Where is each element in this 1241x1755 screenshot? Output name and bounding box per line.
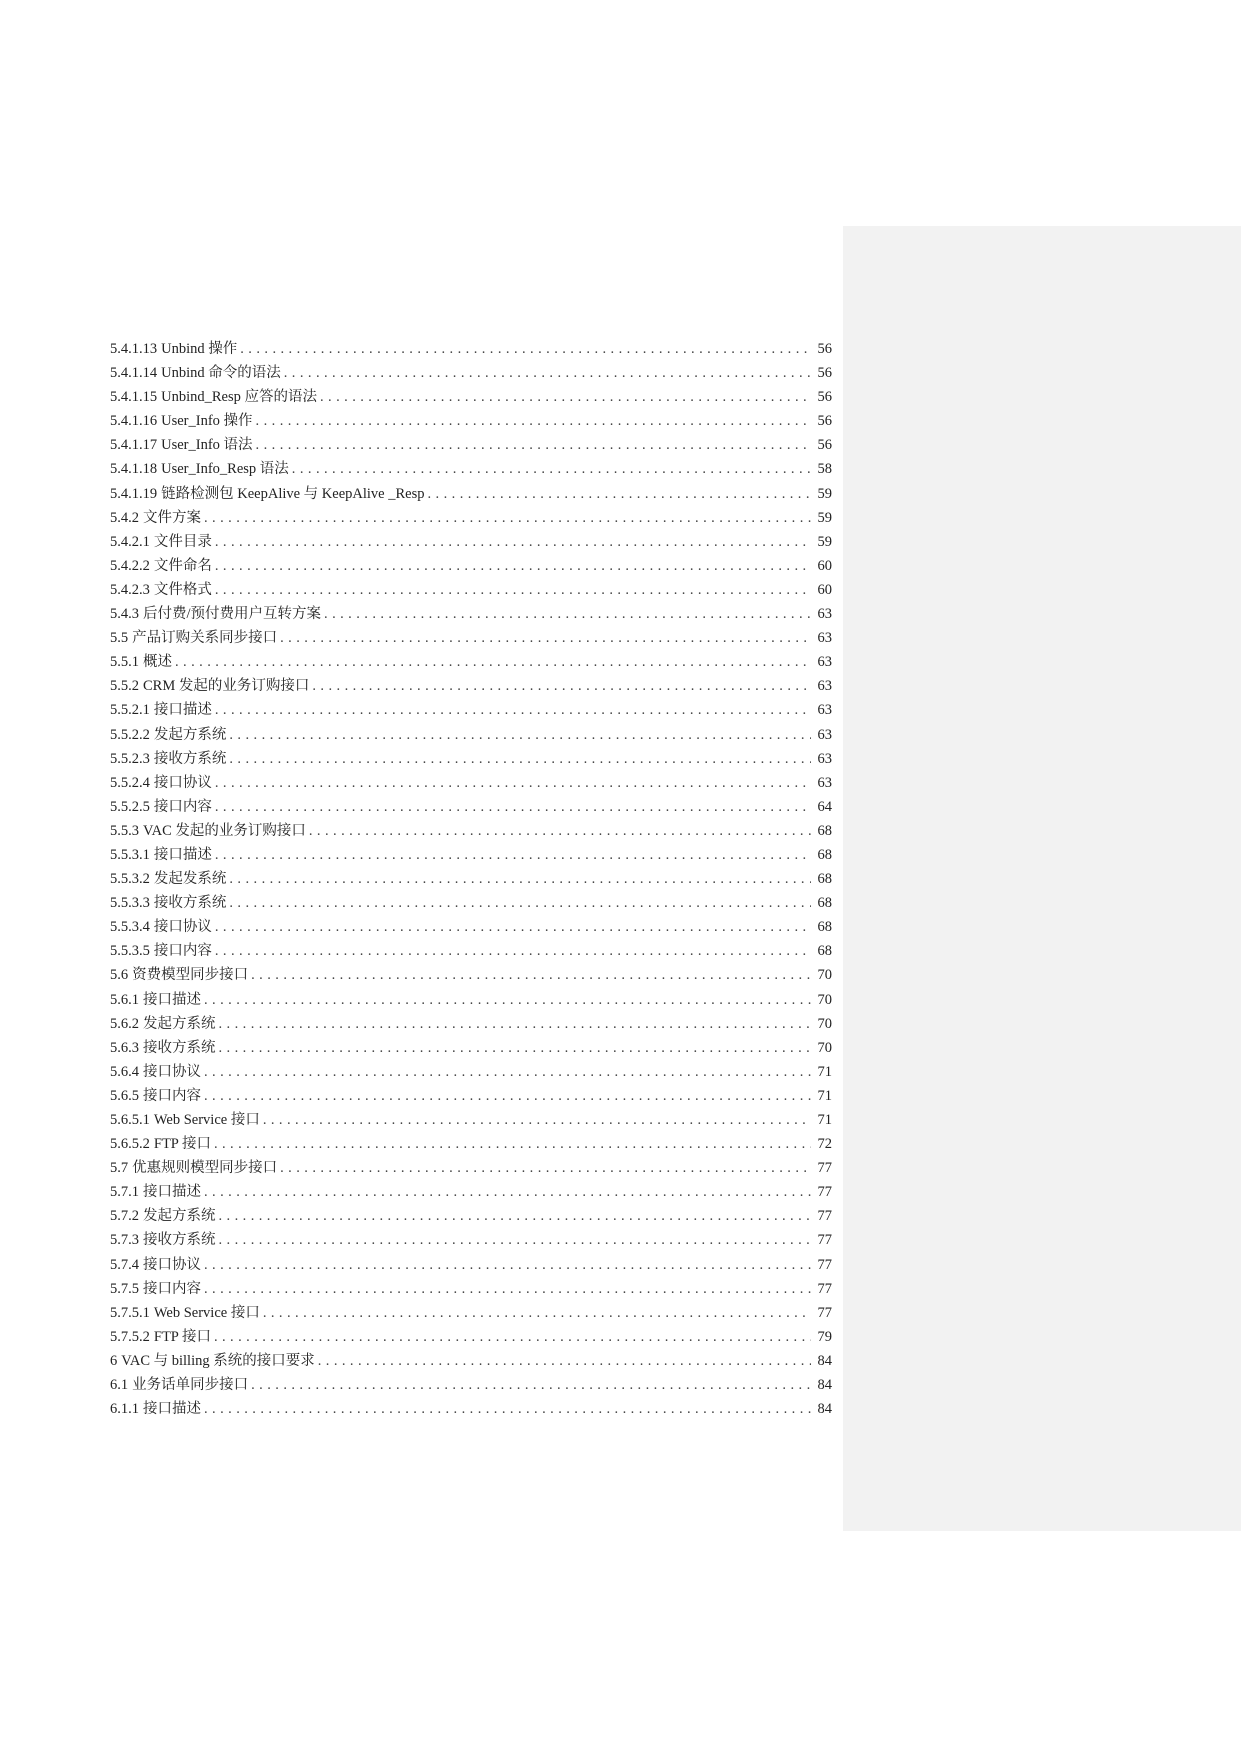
toc-dot-leader — [320, 385, 811, 409]
comment-pane — [843, 226, 1241, 1531]
toc-dot-leader — [204, 1277, 811, 1301]
toc-dot-leader — [312, 674, 811, 698]
toc-entry-page: 77 — [817, 1208, 832, 1225]
toc-entry[interactable] — [110, 337, 832, 361]
toc-entry[interactable] — [110, 1180, 832, 1204]
toc-entry-page: 84 — [817, 1352, 832, 1369]
toc-entry-page: 79 — [817, 1328, 832, 1345]
toc-entry[interactable] — [110, 626, 832, 650]
toc-entry-title: Unbind 操作 — [161, 341, 238, 357]
toc-entry-page: 60 — [817, 557, 832, 574]
toc-dot-leader — [219, 1012, 812, 1036]
toc-entry-number: 5.6.5.1 — [110, 1112, 150, 1128]
toc-dot-leader — [229, 867, 811, 891]
toc-dot-leader — [263, 1108, 811, 1132]
toc-entry[interactable] — [110, 1036, 832, 1060]
toc-entry-title: 接收方系统 — [143, 1232, 216, 1249]
toc-entry[interactable] — [110, 1012, 832, 1036]
toc-entry-title: 接口描述 — [153, 702, 212, 719]
toc-entry-page: 59 — [817, 485, 832, 502]
toc-entry-title: Unbind 命令的语法 — [161, 365, 281, 382]
toc-entry[interactable] — [110, 361, 832, 385]
toc-entry-title: 接口描述 — [143, 1184, 201, 1201]
toc-entry[interactable] — [110, 1253, 832, 1277]
toc-dot-leader — [309, 819, 811, 843]
toc-entry-number: 5.5.2.3 — [110, 750, 150, 767]
toc-entry-title: 文件命名 — [153, 557, 212, 574]
toc-entry-number: 5.6 — [110, 967, 129, 984]
toc-entry-number: 6.1 — [110, 1377, 129, 1394]
toc-entry[interactable] — [110, 1156, 832, 1180]
toc-entry[interactable] — [110, 1084, 832, 1108]
toc-entry-number: 5.5.3.4 — [110, 919, 150, 936]
toc-dot-leader — [214, 1132, 811, 1156]
toc-entry-page: 63 — [817, 654, 832, 671]
toc-entry-title: FTP 接口 — [153, 1136, 211, 1153]
toc-dot-leader — [215, 915, 811, 939]
toc-entry-title: 文件目录 — [153, 533, 212, 550]
toc-dot-leader — [280, 626, 811, 650]
toc-entry[interactable] — [110, 819, 832, 843]
toc-entry-page: 56 — [817, 437, 832, 454]
toc-entry[interactable] — [110, 1228, 832, 1252]
toc-entry-title: VAC 发起的业务订购接口 — [143, 822, 306, 839]
toc-entry-page: 84 — [817, 1377, 832, 1394]
toc-entry-number: 6.1.1 — [110, 1401, 139, 1418]
toc-entry-title: 接口协议 — [143, 1063, 201, 1080]
toc-dot-leader — [215, 578, 811, 602]
toc-entry-number: 5.7.2 — [110, 1208, 139, 1225]
toc-entry[interactable] — [110, 578, 832, 602]
toc-dot-leader — [284, 361, 811, 385]
toc-entry-page: 70 — [817, 991, 832, 1008]
toc-dot-leader — [256, 433, 811, 457]
toc-entry[interactable] — [110, 771, 832, 795]
toc-dot-leader — [175, 650, 811, 674]
toc-dot-leader — [215, 530, 811, 554]
toc-entry-number: 5.5.2.5 — [110, 798, 150, 815]
toc-entry[interactable] — [110, 915, 832, 939]
toc-entry-page: 68 — [817, 919, 832, 936]
toc-entry-number: 5.6.3 — [110, 1039, 139, 1056]
toc-entry-page: 71 — [817, 1087, 832, 1104]
toc-entry[interactable] — [110, 747, 832, 771]
toc-entry[interactable] — [110, 1301, 832, 1325]
toc-dot-leader — [251, 963, 811, 987]
toc-entry[interactable] — [110, 602, 832, 626]
toc-entry-title: 发起方系统 — [143, 1208, 216, 1225]
toc-entry[interactable] — [110, 674, 832, 698]
toc-entry-page: 68 — [817, 871, 832, 888]
toc-dot-leader — [219, 1036, 812, 1060]
toc-entry-title: 接口内容 — [143, 1280, 201, 1297]
toc-entry-number: 5.4.1.15 — [110, 389, 158, 406]
toc-entry-number: 5.7.5.1 — [110, 1304, 150, 1321]
toc-entry-page: 60 — [817, 581, 832, 598]
toc-entry-number: 6 — [110, 1352, 118, 1369]
toc-entry-number: 5.7.1 — [110, 1184, 139, 1201]
toc-dot-leader — [214, 1325, 811, 1349]
toc-entry-page: 77 — [817, 1304, 832, 1321]
toc-entry-number: 5.5 — [110, 630, 129, 647]
toc-dot-leader — [280, 1156, 811, 1180]
toc-dot-leader — [204, 1084, 811, 1108]
toc-dot-leader — [229, 891, 811, 915]
toc-entry-number: 5.5.3 — [110, 822, 139, 839]
toc-dot-leader — [215, 554, 811, 578]
toc-entry[interactable] — [110, 988, 832, 1012]
toc-entry-title: User_Info 语法 — [161, 437, 253, 454]
toc-entry-page: 77 — [817, 1232, 832, 1249]
toc-entry-page: 77 — [817, 1184, 832, 1201]
toc-entry-number: 5.4.1.13 — [110, 341, 158, 357]
toc-dot-leader — [219, 1228, 812, 1252]
toc-entry-page: 63 — [817, 678, 832, 695]
toc-dot-leader — [219, 1204, 812, 1228]
toc-entry[interactable] — [110, 698, 832, 722]
toc-entry-page: 68 — [817, 943, 832, 960]
toc-entry-title: 发起方系统 — [143, 1015, 216, 1032]
toc-entry[interactable] — [110, 939, 832, 963]
toc-entry-number: 5.6.5 — [110, 1087, 139, 1104]
toc-entry-page: 63 — [817, 702, 832, 719]
toc-entry[interactable] — [110, 1204, 832, 1228]
toc-entry-page: 59 — [817, 509, 832, 526]
toc-entry-page: 68 — [817, 895, 832, 912]
toc-dot-leader — [204, 988, 811, 1012]
toc-entry-number: 5.5.2.4 — [110, 774, 150, 791]
toc-entry[interactable] — [110, 843, 832, 867]
toc-entry-number: 5.5.3.2 — [110, 871, 150, 888]
toc-entry-page: 63 — [817, 726, 832, 743]
toc-dot-leader — [204, 1180, 811, 1204]
toc-entry-number: 5.5.3.1 — [110, 846, 150, 863]
toc-dot-leader — [204, 506, 811, 530]
toc-entry-title: VAC 与 billing 系统的接口要求 — [121, 1352, 315, 1369]
toc-entry-page: 71 — [817, 1112, 832, 1128]
toc-dot-leader — [215, 795, 811, 819]
toc-entry-title: 接口协议 — [153, 774, 212, 791]
toc-entry-page: 63 — [817, 750, 832, 767]
toc-entry-number: 5.7.3 — [110, 1232, 139, 1249]
toc-entry-page: 77 — [817, 1280, 832, 1297]
toc-entry-number: 5.6.4 — [110, 1063, 139, 1080]
toc-dot-leader — [215, 771, 811, 795]
toc-entry[interactable] — [110, 1132, 832, 1156]
toc-entry-title: 接口内容 — [143, 1087, 201, 1104]
toc-entry-number: 5.5.1 — [110, 654, 139, 671]
toc-entry-page: 56 — [817, 389, 832, 406]
toc-entry[interactable] — [110, 891, 832, 915]
toc-dot-leader — [263, 1301, 811, 1325]
toc-entry-title: 优惠规则模型同步接口 — [132, 1160, 278, 1177]
toc-entry-page: 58 — [817, 461, 832, 478]
toc-entry[interactable] — [110, 867, 832, 891]
toc-entry-number: 5.7.5 — [110, 1280, 139, 1297]
table-of-contents — [110, 337, 832, 1421]
toc-entry-title: 业务话单同步接口 — [132, 1377, 249, 1394]
toc-entry-page: 84 — [817, 1401, 832, 1418]
toc-entry-number: 5.5.3.3 — [110, 895, 150, 912]
toc-entry[interactable] — [110, 1349, 832, 1373]
toc-entry[interactable] — [110, 1277, 832, 1301]
toc-entry[interactable] — [110, 1397, 832, 1421]
toc-entry-page: 77 — [817, 1256, 832, 1273]
toc-entry-number: 5.5.3.5 — [110, 943, 150, 960]
toc-entry-page: 70 — [817, 967, 832, 984]
toc-entry-page: 72 — [817, 1136, 832, 1153]
toc-entry[interactable] — [110, 385, 832, 409]
toc-dot-leader — [292, 457, 811, 481]
toc-entry-title: Unbind_Resp 应答的语法 — [161, 389, 317, 406]
toc-entry-title: 概述 — [143, 654, 172, 671]
toc-entry[interactable] — [110, 1060, 832, 1084]
toc-dot-leader — [229, 723, 811, 747]
toc-entry[interactable] — [110, 482, 832, 506]
toc-entry-title: 资费模型同步接口 — [132, 967, 249, 984]
toc-entry-title: 接口内容 — [153, 798, 212, 815]
toc-dot-leader — [318, 1349, 811, 1373]
toc-entry-title: 接收方系统 — [153, 895, 227, 912]
toc-dot-leader — [215, 843, 811, 867]
toc-entry-number: 5.5.2.1 — [110, 702, 150, 719]
toc-entry[interactable] — [110, 1325, 832, 1349]
toc-entry-number: 5.7 — [110, 1160, 129, 1177]
toc-entry-number: 5.6.1 — [110, 991, 139, 1008]
toc-entry-title: Web Service 接口 — [153, 1304, 260, 1321]
toc-entry-number: 5.7.5.2 — [110, 1328, 150, 1345]
toc-entry-title: 发起方系统 — [153, 726, 227, 743]
toc-entry[interactable] — [110, 650, 832, 674]
toc-entry[interactable] — [110, 963, 832, 987]
toc-entry-title: User_Info_Resp 语法 — [161, 461, 289, 478]
toc-dot-leader — [204, 1397, 811, 1421]
toc-entry-title: CRM 发起的业务订购接口 — [143, 678, 310, 695]
toc-entry-title: 文件格式 — [153, 581, 212, 598]
toc-entry-title: User_Info 操作 — [161, 413, 253, 430]
toc-entry-page: 63 — [817, 774, 832, 791]
toc-entry-title: 链路检测包 KeepAlive 与 KeepAlive _Resp — [161, 485, 425, 502]
toc-entry-page: 71 — [817, 1063, 832, 1080]
toc-entry-page: 77 — [817, 1160, 832, 1177]
toc-entry[interactable] — [110, 433, 832, 457]
toc-entry-title: 接口描述 — [143, 991, 201, 1008]
toc-entry-number: 5.4.2 — [110, 509, 139, 526]
toc-entry-number: 5.4.3 — [110, 606, 139, 623]
toc-entry-title: Web Service 接口 — [153, 1112, 260, 1128]
toc-entry-number: 5.5.2.2 — [110, 726, 150, 743]
toc-dot-leader — [215, 939, 811, 963]
toc-entry-number: 5.5.2 — [110, 678, 139, 695]
toc-entry-page: 59 — [817, 533, 832, 550]
toc-entry-number: 5.4.1.14 — [110, 365, 158, 382]
toc-entry-number: 5.4.1.17 — [110, 437, 158, 454]
toc-dot-leader — [324, 602, 811, 626]
toc-entry[interactable] — [110, 457, 832, 481]
toc-entry[interactable] — [110, 1373, 832, 1397]
toc-dot-leader — [204, 1253, 811, 1277]
toc-entry-title: 接口协议 — [143, 1256, 201, 1273]
toc-entry-page: 64 — [817, 798, 832, 815]
toc-dot-leader — [240, 337, 811, 361]
toc-entry-number: 5.4.1.16 — [110, 413, 158, 430]
toc-entry-number: 5.4.2.3 — [110, 581, 150, 598]
toc-entry-page: 56 — [817, 365, 832, 382]
toc-entry-title: 接口描述 — [153, 846, 212, 863]
toc-entry-title: 后付费/预付费用户互转方案 — [143, 606, 322, 623]
toc-dot-leader — [251, 1373, 811, 1397]
toc-entry-page: 68 — [817, 822, 832, 839]
toc-entry-page: 70 — [817, 1015, 832, 1032]
toc-entry-number: 5.4.1.19 — [110, 485, 158, 502]
toc-entry-page: 63 — [817, 630, 832, 647]
toc-entry[interactable] — [110, 1108, 832, 1132]
toc-entry[interactable] — [110, 530, 832, 554]
toc-entry-page: 56 — [817, 413, 832, 430]
toc-entry[interactable] — [110, 795, 832, 819]
toc-entry[interactable] — [110, 506, 832, 530]
toc-entry[interactable] — [110, 554, 832, 578]
toc-entry-page: 70 — [817, 1039, 832, 1056]
toc-entry-number: 5.6.5.2 — [110, 1136, 150, 1153]
toc-dot-leader — [428, 482, 812, 506]
toc-entry[interactable] — [110, 723, 832, 747]
toc-entry-title: 产品订购关系同步接口 — [132, 630, 278, 647]
toc-entry-number: 5.4.1.18 — [110, 461, 158, 478]
toc-entry-title: 接收方系统 — [143, 1039, 216, 1056]
toc-dot-leader — [215, 698, 811, 722]
toc-entry-title: FTP 接口 — [153, 1328, 211, 1345]
toc-entry-page: 68 — [817, 846, 832, 863]
toc-dot-leader — [204, 1060, 811, 1084]
toc-entry-page: 56 — [817, 341, 832, 357]
toc-entry-title: 接收方系统 — [153, 750, 227, 767]
toc-entry-title: 接口协议 — [153, 919, 212, 936]
toc-dot-leader — [229, 747, 811, 771]
toc-entry-page: 63 — [817, 606, 832, 623]
toc-entry-title: 接口内容 — [153, 943, 212, 960]
toc-entry-number: 5.4.2.1 — [110, 533, 150, 550]
toc-entry-title: 发起发系统 — [153, 871, 227, 888]
toc-entry[interactable] — [110, 409, 832, 433]
toc-entry-number: 5.7.4 — [110, 1256, 139, 1273]
toc-entry-title: 接口描述 — [143, 1401, 201, 1418]
toc-entry-title: 文件方案 — [143, 509, 201, 526]
toc-dot-leader — [256, 409, 811, 433]
toc-entry-number: 5.4.2.2 — [110, 557, 150, 574]
toc-entry-number: 5.6.2 — [110, 1015, 139, 1032]
